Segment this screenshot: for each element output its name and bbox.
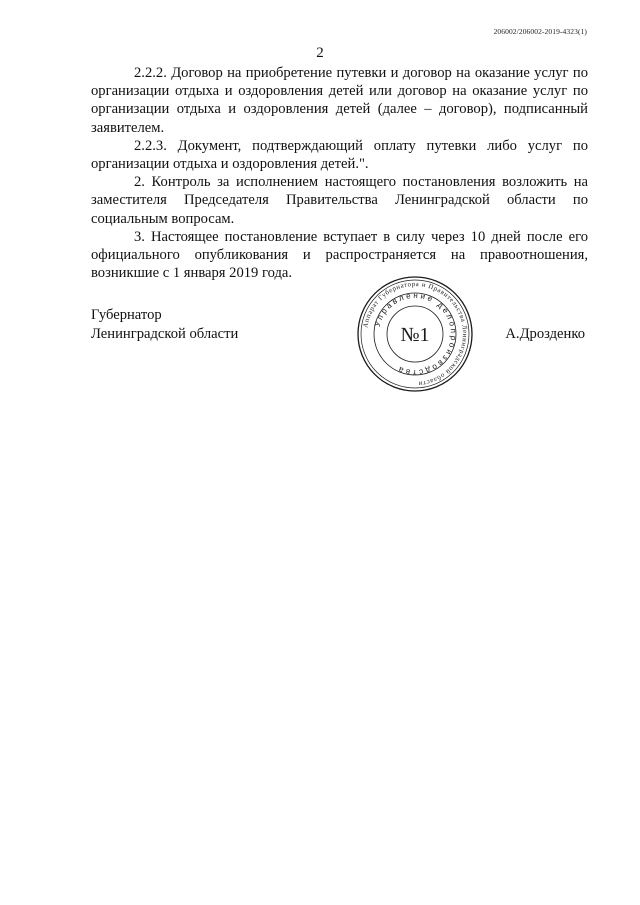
- seal-number: №1: [400, 324, 430, 346]
- paragraph-2-2-2: 2.2.2. Договор на приобретение путевки и договор на оказание услуг по организации отдыха и оздоровления детей или договор на оказание услуг по организации отдыха и оздоровления детей (далее – договор), подписанный заявителем.: [91, 65, 588, 136]
- page-number: 2: [316, 45, 324, 61]
- paragraph-2: 2. Контроль за исполнением настоящего постановления возложить на заместителя Председателя Правительства Ленинградской области по социальным вопросам.: [91, 174, 588, 227]
- seal-inner-text: Управление делопроизводства: [372, 290, 459, 378]
- official-seal: [355, 274, 475, 394]
- position-line-1: Губернатор: [91, 307, 162, 323]
- position-line-2: Ленинградской области: [91, 326, 239, 342]
- paragraph-3: 3. Настоящее постановление вступает в силу через 10 дней после его официального опубликования и распространяется на правоотношения, возникшие с 1 января 2019 года.: [91, 228, 588, 282]
- seal-outer-text: Аппарат Губернатора и Правительства Ленинградской области: [362, 280, 469, 387]
- document-code: 206002/206002-2019-4323(1): [493, 27, 587, 36]
- signatory-position: [91, 306, 238, 344]
- document-body: [91, 64, 588, 282]
- paragraph-2-2-3: 2.2.3. Документ, подтверждающий оплату путевки либо услуг по организации отдыха и оздоровления детей.".: [91, 137, 588, 173]
- signatory-name: А.Дрозденко: [505, 326, 585, 342]
